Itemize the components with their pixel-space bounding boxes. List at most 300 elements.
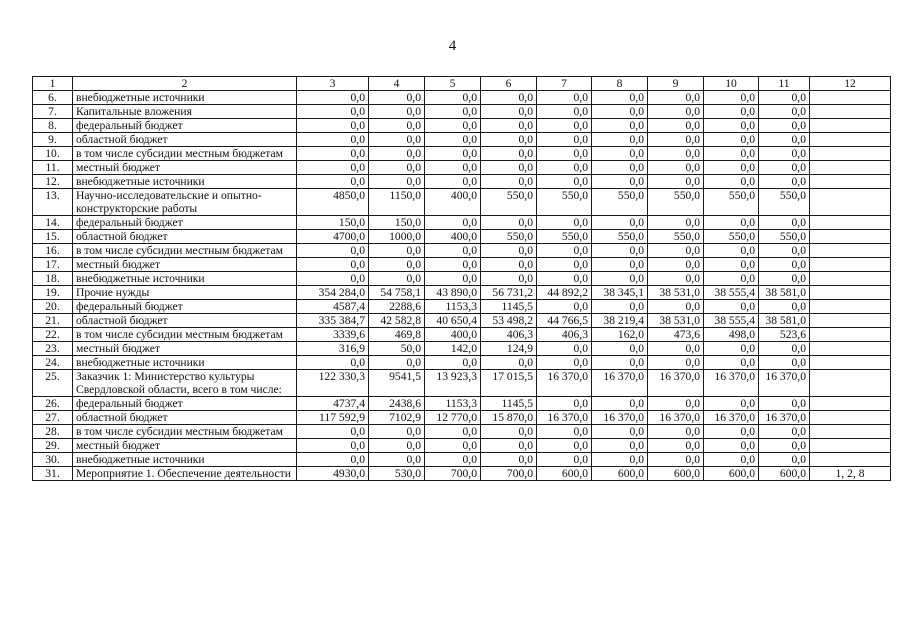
- row-value: 0,0: [537, 216, 592, 230]
- row-value: 0,0: [425, 244, 481, 258]
- row-value: 0,0: [759, 161, 810, 175]
- row-name: областной бюджет: [73, 230, 297, 244]
- row-value: 0,0: [481, 356, 537, 370]
- row-value: 469,8: [369, 328, 425, 342]
- row-value: 0,0: [592, 300, 648, 314]
- table-row: [33, 230, 891, 244]
- row-number: 28.: [33, 425, 73, 439]
- row-value: 38 555,4: [704, 286, 759, 300]
- row-value: 600,0: [592, 467, 648, 481]
- page-number: 4: [448, 38, 457, 54]
- row-target-indicators: [810, 230, 891, 244]
- row-value: 0,0: [592, 175, 648, 189]
- row-value: 3339,6: [297, 328, 369, 342]
- budget-table: [32, 76, 891, 481]
- row-value: 523,6: [759, 328, 810, 342]
- row-value: 0,0: [425, 425, 481, 439]
- row-value: 600,0: [648, 467, 704, 481]
- row-value: 13 923,3: [425, 370, 481, 397]
- row-value: 16 370,0: [759, 411, 810, 425]
- row-value: 0,0: [297, 175, 369, 189]
- column-header: 1: [33, 77, 73, 91]
- row-number: 21.: [33, 314, 73, 328]
- row-number: 31.: [33, 467, 73, 481]
- row-value: 16 370,0: [759, 370, 810, 397]
- row-value: 0,0: [369, 119, 425, 133]
- row-target-indicators: [810, 244, 891, 258]
- row-value: 142,0: [425, 342, 481, 356]
- row-value: 0,0: [648, 147, 704, 161]
- row-value: 38 531,0: [648, 314, 704, 328]
- row-value: 0,0: [537, 272, 592, 286]
- row-value: 150,0: [297, 216, 369, 230]
- row-value: 0,0: [297, 425, 369, 439]
- row-number: 14.: [33, 216, 73, 230]
- row-value: 56 731,2: [481, 286, 537, 300]
- table-row: [33, 342, 891, 356]
- row-value: 0,0: [592, 439, 648, 453]
- row-value: 0,0: [704, 133, 759, 147]
- row-value: 0,0: [759, 244, 810, 258]
- row-value: 38 581,0: [759, 314, 810, 328]
- row-value: 0,0: [592, 258, 648, 272]
- row-value: 162,0: [592, 328, 648, 342]
- table-row: [33, 453, 891, 467]
- row-value: 400,0: [425, 230, 481, 244]
- row-value: 0,0: [592, 342, 648, 356]
- table-row: [33, 258, 891, 272]
- row-target-indicators: [810, 258, 891, 272]
- row-value: 0,0: [369, 258, 425, 272]
- row-target-indicators: [810, 286, 891, 300]
- row-name: областной бюджет: [73, 133, 297, 147]
- row-number: 26.: [33, 397, 73, 411]
- row-number: 29.: [33, 439, 73, 453]
- row-value: 0,0: [369, 161, 425, 175]
- table-row: [33, 286, 891, 300]
- row-value: 9541,5: [369, 370, 425, 397]
- row-value: 0,0: [481, 425, 537, 439]
- row-value: 0,0: [297, 161, 369, 175]
- row-value: 16 370,0: [537, 411, 592, 425]
- row-value: 1000,0: [369, 230, 425, 244]
- row-value: 550,0: [759, 189, 810, 216]
- row-value: 0,0: [297, 272, 369, 286]
- column-header: 2: [73, 77, 297, 91]
- table-row: [33, 272, 891, 286]
- row-value: 400,0: [425, 328, 481, 342]
- column-header: 9: [648, 77, 704, 91]
- row-name: областной бюджет: [73, 411, 297, 425]
- row-value: 0,0: [704, 272, 759, 286]
- row-value: 0,0: [297, 133, 369, 147]
- row-value: 1153,3: [425, 397, 481, 411]
- row-value: 0,0: [759, 258, 810, 272]
- row-target-indicators: [810, 411, 891, 425]
- row-value: 0,0: [297, 453, 369, 467]
- row-value: 0,0: [648, 161, 704, 175]
- row-value: 0,0: [425, 216, 481, 230]
- row-value: 53 498,2: [481, 314, 537, 328]
- row-value: 0,0: [704, 161, 759, 175]
- row-value: 498,0: [704, 328, 759, 342]
- row-value: 0,0: [648, 258, 704, 272]
- row-name: Научно-исследовательские и опытно-конструкторские работы: [73, 189, 297, 216]
- row-value: 1153,3: [425, 300, 481, 314]
- row-value: 0,0: [537, 439, 592, 453]
- row-target-indicators: [810, 453, 891, 467]
- row-value: 0,0: [759, 342, 810, 356]
- row-value: 0,0: [425, 105, 481, 119]
- row-target-indicators: [810, 370, 891, 397]
- row-value: 0,0: [759, 119, 810, 133]
- row-value: 4737,4: [297, 397, 369, 411]
- row-value: 4587,4: [297, 300, 369, 314]
- row-value: 38 219,4: [592, 314, 648, 328]
- row-name: местный бюджет: [73, 161, 297, 175]
- column-header: 11: [759, 77, 810, 91]
- column-header: 4: [369, 77, 425, 91]
- table-row: [33, 91, 891, 105]
- row-name: Прочие нужды: [73, 286, 297, 300]
- row-value: 15 870,0: [481, 411, 537, 425]
- row-value: 1145,5: [481, 300, 537, 314]
- column-header: 10: [704, 77, 759, 91]
- row-value: 700,0: [481, 467, 537, 481]
- table-body: [33, 91, 891, 481]
- row-value: 0,0: [537, 453, 592, 467]
- row-number: 8.: [33, 119, 73, 133]
- row-target-indicators: [810, 161, 891, 175]
- row-name: внебюджетные источники: [73, 356, 297, 370]
- row-value: 0,0: [297, 244, 369, 258]
- row-value: 0,0: [592, 133, 648, 147]
- row-value: 0,0: [425, 91, 481, 105]
- row-value: 0,0: [297, 356, 369, 370]
- row-value: 0,0: [648, 216, 704, 230]
- row-value: 0,0: [704, 147, 759, 161]
- row-value: 354 284,0: [297, 286, 369, 300]
- row-value: 0,0: [369, 147, 425, 161]
- row-target-indicators: [810, 147, 891, 161]
- row-value: 0,0: [592, 147, 648, 161]
- row-value: 0,0: [648, 300, 704, 314]
- row-value: 0,0: [759, 356, 810, 370]
- row-value: 0,0: [648, 244, 704, 258]
- row-value: 0,0: [481, 91, 537, 105]
- row-value: 0,0: [481, 105, 537, 119]
- row-name: федеральный бюджет: [73, 397, 297, 411]
- row-number: 24.: [33, 356, 73, 370]
- row-value: 0,0: [369, 133, 425, 147]
- row-name: в том числе субсидии местным бюджетам: [73, 147, 297, 161]
- table-row: [33, 189, 891, 216]
- row-value: 0,0: [648, 91, 704, 105]
- row-value: 0,0: [592, 453, 648, 467]
- row-value: 0,0: [481, 133, 537, 147]
- row-value: 0,0: [369, 356, 425, 370]
- row-target-indicators: [810, 328, 891, 342]
- row-value: 0,0: [592, 161, 648, 175]
- row-value: 0,0: [704, 91, 759, 105]
- row-value: 335 384,7: [297, 314, 369, 328]
- row-value: 38 581,0: [759, 286, 810, 300]
- row-value: 0,0: [592, 105, 648, 119]
- table-row: [33, 467, 891, 481]
- row-value: 0,0: [297, 439, 369, 453]
- row-value: 0,0: [592, 397, 648, 411]
- table-row: [33, 411, 891, 425]
- row-value: 0,0: [297, 258, 369, 272]
- row-name: в том числе субсидии местным бюджетам: [73, 425, 297, 439]
- row-value: 0,0: [759, 397, 810, 411]
- row-number: 22.: [33, 328, 73, 342]
- row-value: 4700,0: [297, 230, 369, 244]
- row-value: 0,0: [481, 258, 537, 272]
- row-value: 0,0: [759, 175, 810, 189]
- row-number: 13.: [33, 189, 73, 216]
- row-value: 0,0: [759, 91, 810, 105]
- row-value: 0,0: [648, 272, 704, 286]
- row-value: 0,0: [648, 453, 704, 467]
- row-value: 0,0: [425, 133, 481, 147]
- row-value: 38 345,1: [592, 286, 648, 300]
- row-value: 0,0: [425, 175, 481, 189]
- row-value: 550,0: [648, 230, 704, 244]
- row-value: 0,0: [704, 119, 759, 133]
- row-target-indicators: [810, 425, 891, 439]
- column-header: 7: [537, 77, 592, 91]
- row-value: 0,0: [537, 258, 592, 272]
- row-value: 0,0: [592, 272, 648, 286]
- row-number: 20.: [33, 300, 73, 314]
- table-row: [33, 216, 891, 230]
- row-name: федеральный бюджет: [73, 119, 297, 133]
- row-value: 0,0: [537, 356, 592, 370]
- row-value: 0,0: [369, 453, 425, 467]
- row-value: 530,0: [369, 467, 425, 481]
- table-row: [33, 314, 891, 328]
- row-name: в том числе субсидии местным бюджетам: [73, 244, 297, 258]
- row-number: 7.: [33, 105, 73, 119]
- row-value: 0,0: [592, 216, 648, 230]
- row-value: 0,0: [369, 91, 425, 105]
- row-value: 0,0: [481, 161, 537, 175]
- row-number: 18.: [33, 272, 73, 286]
- row-name: федеральный бюджет: [73, 216, 297, 230]
- row-value: 0,0: [648, 356, 704, 370]
- row-target-indicators: [810, 300, 891, 314]
- row-target-indicators: [810, 397, 891, 411]
- row-value: 124,9: [481, 342, 537, 356]
- row-value: 122 330,3: [297, 370, 369, 397]
- column-header: 6: [481, 77, 537, 91]
- row-value: 150,0: [369, 216, 425, 230]
- row-value: 0,0: [369, 439, 425, 453]
- row-value: 0,0: [537, 342, 592, 356]
- row-value: 0,0: [592, 244, 648, 258]
- row-value: 0,0: [759, 147, 810, 161]
- row-value: 44 892,2: [537, 286, 592, 300]
- row-value: 0,0: [481, 439, 537, 453]
- row-value: 0,0: [537, 133, 592, 147]
- row-value: 0,0: [481, 244, 537, 258]
- row-name: внебюджетные источники: [73, 175, 297, 189]
- row-value: 550,0: [648, 189, 704, 216]
- row-value: 0,0: [759, 133, 810, 147]
- row-value: 0,0: [297, 147, 369, 161]
- table-row: [33, 397, 891, 411]
- row-value: 0,0: [481, 272, 537, 286]
- row-value: 600,0: [704, 467, 759, 481]
- row-value: 44 766,5: [537, 314, 592, 328]
- column-header: 3: [297, 77, 369, 91]
- row-value: 12 770,0: [425, 411, 481, 425]
- row-target-indicators: [810, 91, 891, 105]
- column-header: 8: [592, 77, 648, 91]
- row-value: 0,0: [704, 175, 759, 189]
- row-name: Заказчик 1: Министерство культуры Свердловской области, всего в том числе:: [73, 370, 297, 397]
- table-header-row: [33, 77, 891, 91]
- table-row: [33, 119, 891, 133]
- row-value: 0,0: [648, 119, 704, 133]
- row-value: 0,0: [537, 147, 592, 161]
- row-value: 0,0: [537, 105, 592, 119]
- row-value: 0,0: [648, 425, 704, 439]
- row-name: внебюджетные источники: [73, 272, 297, 286]
- row-value: 0,0: [297, 105, 369, 119]
- row-value: 54 758,1: [369, 286, 425, 300]
- row-target-indicators: [810, 133, 891, 147]
- row-value: 0,0: [704, 453, 759, 467]
- row-number: 12.: [33, 175, 73, 189]
- row-value: 16 370,0: [592, 370, 648, 397]
- row-value: 50,0: [369, 342, 425, 356]
- row-number: 15.: [33, 230, 73, 244]
- row-value: 400,0: [425, 189, 481, 216]
- row-value: 0,0: [537, 119, 592, 133]
- row-value: 42 582,8: [369, 314, 425, 328]
- table-row: [33, 244, 891, 258]
- row-target-indicators: [810, 189, 891, 216]
- row-value: 0,0: [369, 105, 425, 119]
- row-value: 0,0: [369, 244, 425, 258]
- row-value: 550,0: [704, 230, 759, 244]
- table-row: [33, 439, 891, 453]
- row-value: 0,0: [369, 175, 425, 189]
- row-value: 1150,0: [369, 189, 425, 216]
- row-value: 40 650,4: [425, 314, 481, 328]
- row-value: 0,0: [592, 356, 648, 370]
- column-header: 12: [810, 77, 891, 91]
- row-value: 0,0: [759, 439, 810, 453]
- row-value: 0,0: [537, 244, 592, 258]
- row-target-indicators: [810, 272, 891, 286]
- row-value: 0,0: [537, 397, 592, 411]
- row-value: 550,0: [704, 189, 759, 216]
- row-value: 550,0: [481, 230, 537, 244]
- row-number: 16.: [33, 244, 73, 258]
- row-name: областной бюджет: [73, 314, 297, 328]
- row-value: 0,0: [425, 161, 481, 175]
- row-name: внебюджетные источники: [73, 91, 297, 105]
- row-value: 0,0: [481, 216, 537, 230]
- row-value: 0,0: [592, 119, 648, 133]
- row-value: 16 370,0: [648, 370, 704, 397]
- row-value: 0,0: [704, 258, 759, 272]
- row-name: Капитальные вложения: [73, 105, 297, 119]
- row-value: 0,0: [537, 175, 592, 189]
- row-value: 1145,5: [481, 397, 537, 411]
- row-value: 43 890,0: [425, 286, 481, 300]
- row-value: 0,0: [759, 272, 810, 286]
- row-number: 6.: [33, 91, 73, 105]
- row-number: 19.: [33, 286, 73, 300]
- row-value: 2288,6: [369, 300, 425, 314]
- row-value: 0,0: [704, 216, 759, 230]
- row-value: 0,0: [704, 397, 759, 411]
- row-value: 0,0: [759, 453, 810, 467]
- row-value: 550,0: [592, 230, 648, 244]
- row-name: Мероприятие 1. Обеспечение деятельности: [73, 467, 297, 481]
- row-name: федеральный бюджет: [73, 300, 297, 314]
- row-value: 0,0: [425, 272, 481, 286]
- row-value: 600,0: [759, 467, 810, 481]
- row-value: 0,0: [481, 147, 537, 161]
- row-value: 0,0: [369, 272, 425, 286]
- row-value: 0,0: [759, 425, 810, 439]
- row-value: 0,0: [481, 175, 537, 189]
- row-value: 0,0: [592, 91, 648, 105]
- row-value: 0,0: [759, 300, 810, 314]
- row-value: 0,0: [704, 356, 759, 370]
- row-value: 0,0: [704, 439, 759, 453]
- row-value: 0,0: [592, 425, 648, 439]
- column-header: 5: [425, 77, 481, 91]
- row-value: 16 370,0: [537, 370, 592, 397]
- row-value: 16 370,0: [704, 370, 759, 397]
- row-name: в том числе субсидии местным бюджетам: [73, 328, 297, 342]
- row-value: 0,0: [648, 105, 704, 119]
- row-value: 0,0: [425, 356, 481, 370]
- row-value: 4930,0: [297, 467, 369, 481]
- row-value: 0,0: [759, 216, 810, 230]
- row-value: 406,3: [481, 328, 537, 342]
- row-value: 406,3: [537, 328, 592, 342]
- table-row: [33, 161, 891, 175]
- row-value: 0,0: [425, 439, 481, 453]
- row-target-indicators: [810, 439, 891, 453]
- row-value: 38 555,4: [704, 314, 759, 328]
- row-value: 0,0: [297, 91, 369, 105]
- row-value: 600,0: [537, 467, 592, 481]
- row-target-indicators: [810, 175, 891, 189]
- row-name: местный бюджет: [73, 439, 297, 453]
- row-value: 550,0: [537, 189, 592, 216]
- row-value: 550,0: [537, 230, 592, 244]
- row-value: 38 531,0: [648, 286, 704, 300]
- row-value: 0,0: [481, 119, 537, 133]
- row-number: 30.: [33, 453, 73, 467]
- row-value: 0,0: [425, 453, 481, 467]
- row-target-indicators: [810, 119, 891, 133]
- table-row: [33, 356, 891, 370]
- row-value: 4850,0: [297, 189, 369, 216]
- row-number: 23.: [33, 342, 73, 356]
- row-number: 9.: [33, 133, 73, 147]
- row-value: 0,0: [537, 91, 592, 105]
- row-value: 0,0: [425, 147, 481, 161]
